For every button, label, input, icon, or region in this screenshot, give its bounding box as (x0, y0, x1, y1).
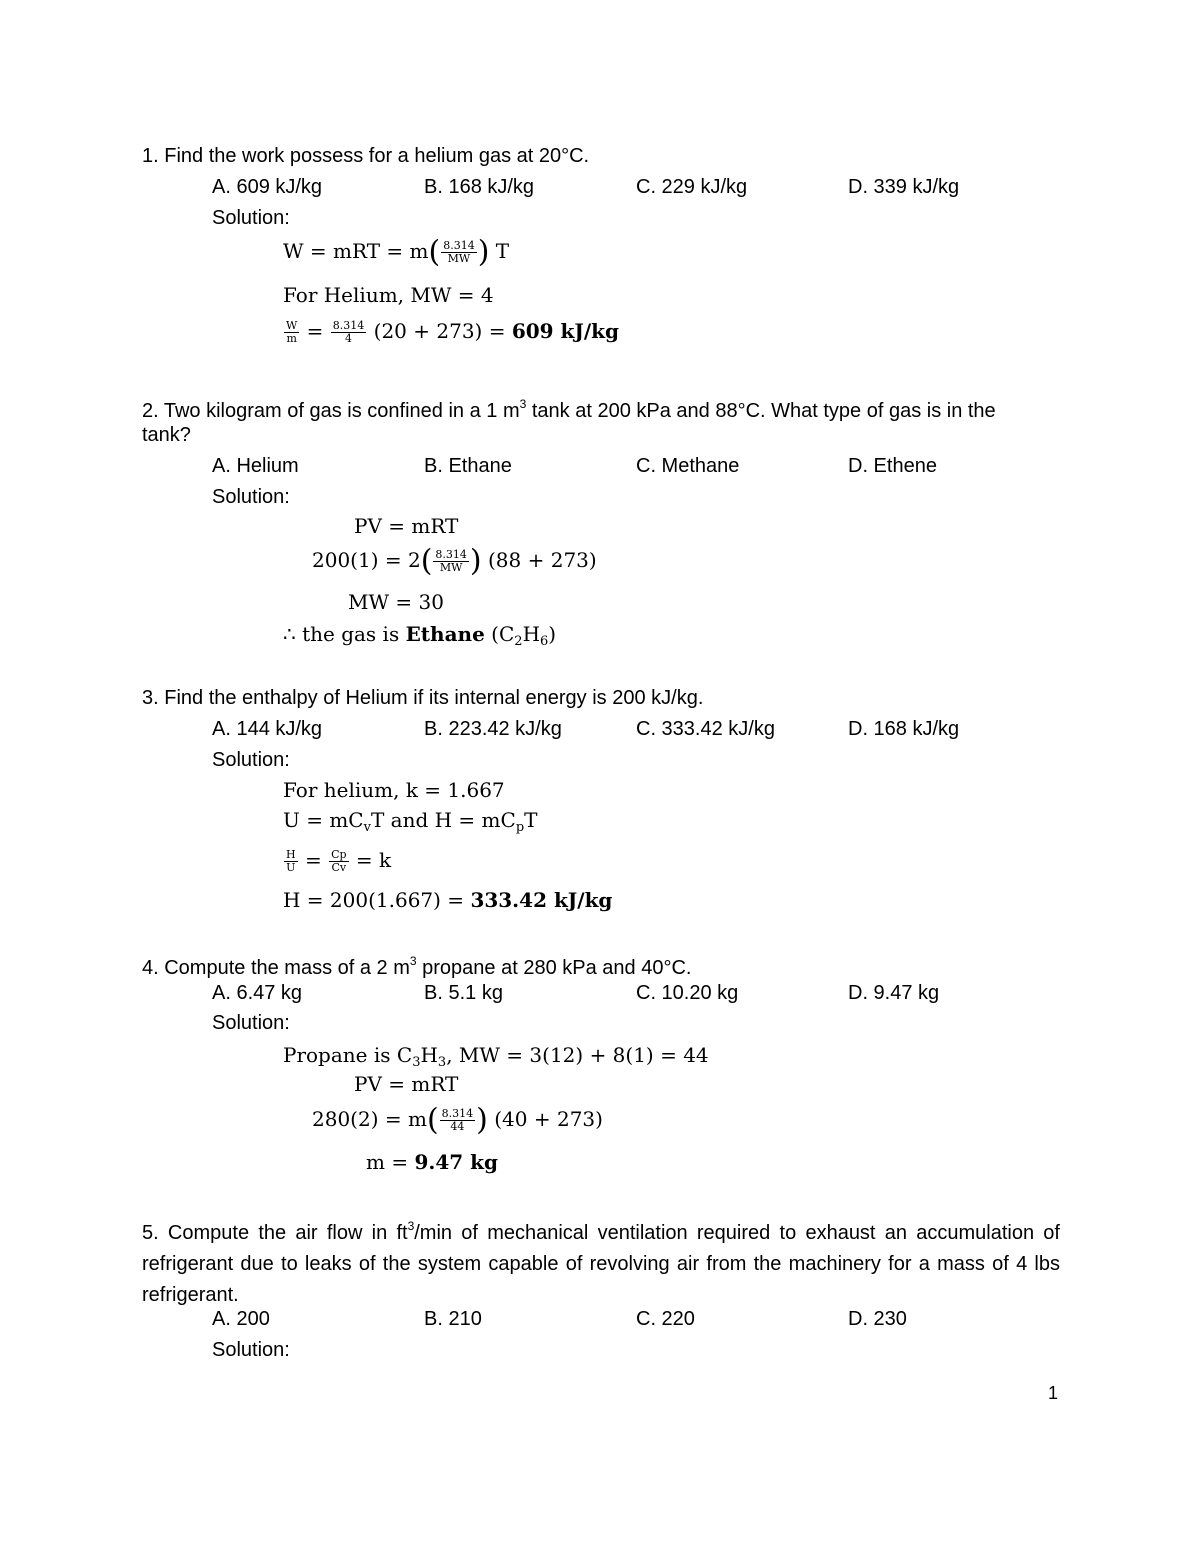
q2-option-c: C. Methane (636, 455, 740, 477)
q3-equation-1: For helium, k = 1.667 (283, 778, 505, 802)
q1-eq1-frac-den: MW (447, 252, 471, 265)
q3-answer: 333.42 kJ/kg (470, 888, 613, 912)
q2-option-b: B. Ethane (424, 455, 512, 477)
q1-option-c: C. 229 kJ/kg (636, 176, 748, 198)
q1-eq3-fraction-1 (284, 320, 299, 345)
q1-eq3-equals: = (306, 319, 324, 343)
q5-option-a: A. 200 (212, 1308, 270, 1330)
q4-option-b: B. 5.1 kg (424, 982, 503, 1004)
q2-eq4-sub1: 2 (514, 634, 523, 649)
q4-eq3-fraction (440, 1108, 476, 1133)
question-4 (142, 948, 691, 981)
q5-text-b: /min of mechanical ventilation required to exhaust an accumulation of refrigerant due to leaks of the system capable of revolving air from the machinery for a mass of 4 lbs refrigerant. (142, 1222, 1060, 1306)
question-5 (142, 1211, 1060, 1311)
q2-equation-3: MW = 30 (348, 590, 444, 614)
q1-eq1-fraction (441, 240, 477, 265)
q1-option-b: B. 168 kJ/kg (424, 176, 535, 198)
q5-sup: 3 (407, 1219, 415, 1233)
q2-eq2-fraction (433, 549, 469, 574)
q1-eq1-right: T (495, 239, 510, 263)
q2-equation-2: 200(1) = 2( $\frac{8.314}{MW}$ ) (88 + 273) (312, 543, 597, 579)
q4-text-b: propane at 280 kPa and 40°C. (416, 957, 692, 979)
q1-eq3-fraction-2 (331, 320, 367, 345)
q4-equation-2: PV = mRT (354, 1072, 459, 1096)
q5-option-d: D. 230 (848, 1308, 907, 1330)
q3-eq2-c: T (524, 808, 538, 832)
q1-eq1-frac-num: 8.314 (443, 239, 475, 252)
q5-text-a: 5. Compute the air flow in ft (142, 1222, 408, 1244)
q1-eq3-frac2-num: 8.314 (332, 319, 365, 332)
q3-option-a: A. 144 kJ/kg (212, 718, 323, 740)
q1-eq3-rest: (20 + 273) = (373, 319, 506, 343)
question-1: 1. Find the work possess for a helium gas at 20°C. (142, 145, 590, 167)
q2-eq4-d: ) (548, 622, 557, 646)
q2-eq4-c: H (522, 622, 541, 646)
q4-option-c: C. 10.20 kg (636, 982, 739, 1004)
q3-option-c: C. 333.42 kJ/kg (636, 718, 775, 740)
q2-solution-label: Solution: (212, 486, 290, 508)
question-2 (142, 391, 996, 424)
q3-eq3-frac1-den: U (286, 861, 296, 874)
q4-option-a: A. 6.47 kg (212, 982, 303, 1004)
q2-eq2-right: (88 + 273) (488, 548, 597, 572)
q3-eq2-b: T and H = mC (370, 808, 516, 832)
q4-sup: 3 (409, 954, 417, 968)
q3-eq4-a: H = 200(1.667) = (283, 888, 465, 912)
q1-option-a: A. 609 kJ/kg (212, 176, 323, 198)
question-3: 3. Find the enthalpy of Helium if its internal energy is 200 kJ/kg. (142, 687, 704, 709)
q4-solution-label: Solution: (212, 1012, 290, 1034)
q2-equation-4 (283, 621, 556, 655)
q5-solution-label: Solution: (212, 1339, 290, 1361)
q2-option-d: D. Ethene (848, 455, 937, 477)
q2-eq4-sub2: 6 (540, 634, 549, 649)
q3-eq3-frac2-den: Cv (331, 861, 347, 874)
q3-equation-4 (283, 887, 612, 913)
q4-answer: 9.47 kg (414, 1150, 498, 1174)
q1-eq3-frac2-den: 4 (345, 332, 353, 345)
q1-solution-label: Solution: (212, 207, 290, 229)
q3-eq3-rest: = k (355, 848, 392, 872)
q3-eq2-sub2: p (515, 820, 525, 835)
q3-eq3-fraction-2 (329, 849, 348, 874)
q4-equation-3: 280(2) = m( $\frac{8.314}{44}$ ) (40 + 273) (312, 1102, 603, 1138)
q1-eq1-left: W = mRT = m (283, 239, 429, 263)
q1-equation-2: For Helium, MW = 4 (283, 283, 494, 307)
q4-eq1-sub2: 3 (437, 1055, 447, 1070)
q3-solution-label: Solution: (212, 749, 290, 771)
q5-option-b: B. 210 (424, 1308, 482, 1330)
q3-option-b: B. 223.42 kJ/kg (424, 718, 562, 740)
q3-eq2-a: U = mC (283, 808, 364, 832)
q4-eq3-left: 280(2) = m (312, 1107, 427, 1131)
page-number: 1 (1048, 1383, 1059, 1403)
q3-eq2-sub1: v (363, 820, 371, 835)
q3-eq3-frac2-num: Cp (331, 848, 347, 861)
q4-eq4-a: m = (366, 1150, 409, 1174)
q4-eq1-sub1: 3 (412, 1055, 421, 1070)
q3-eq3-fraction-1 (284, 849, 298, 874)
q2-equation-1: PV = mRT (354, 514, 459, 538)
q4-eq3-frac-den: 44 (450, 1120, 465, 1133)
q4-option-d: D. 9.47 kg (848, 982, 940, 1004)
q4-eq1-a: Propane is C (283, 1043, 413, 1067)
q2-text-a: 2. Two kilogram of gas is confined in a 1 m (142, 400, 520, 422)
q4-eq3-frac-num: 8.314 (441, 1107, 474, 1120)
q1-eq3-frac1-den: m (286, 332, 297, 345)
q5-option-c: C. 220 (636, 1308, 695, 1330)
q1-eq3-frac1-num: W (286, 319, 298, 332)
q4-eq1-b: H (420, 1043, 438, 1067)
q3-eq3-frac1-num: H (286, 848, 296, 861)
q4-equation-1 (283, 1042, 709, 1076)
q4-text-a: 4. Compute the mass of a 2 m (142, 957, 410, 979)
q1-equation-1: W = mRT = m( $\frac{8.314}{MW}$ ) T (283, 234, 510, 270)
q3-eq3-equals: = (304, 848, 322, 872)
q1-answer: 609 kJ/kg (511, 319, 620, 343)
q1-equation-3 (283, 318, 619, 345)
q2-eq2-frac-den: MW (439, 561, 463, 574)
q2-eq2-left: 200(1) = 2 (312, 548, 421, 572)
q2-eq2-frac-num: 8.314 (435, 548, 467, 561)
question-2-cont: tank? (142, 424, 191, 446)
q3-option-d: D. 168 kJ/kg (848, 718, 960, 740)
q3-equation-2 (283, 807, 537, 841)
q2-text-b: tank at 200 kPa and 88°C. What type of gas is in the (526, 400, 996, 422)
q4-eq3-right: (40 + 273) (494, 1107, 603, 1131)
q4-eq1-c: , MW = 3(12) + 8(1) = 44 (446, 1043, 709, 1067)
q1-option-d: D. 339 kJ/kg (848, 176, 960, 198)
q2-sup: 3 (519, 397, 527, 411)
q2-eq4-b: (C (484, 622, 515, 646)
q4-equation-4 (366, 1149, 498, 1175)
q2-eq4-a: ∴ the gas is (283, 622, 406, 646)
q3-equation-3 (283, 847, 391, 874)
q2-answer: Ethane (405, 622, 485, 646)
q2-option-a: A. Helium (212, 455, 299, 477)
